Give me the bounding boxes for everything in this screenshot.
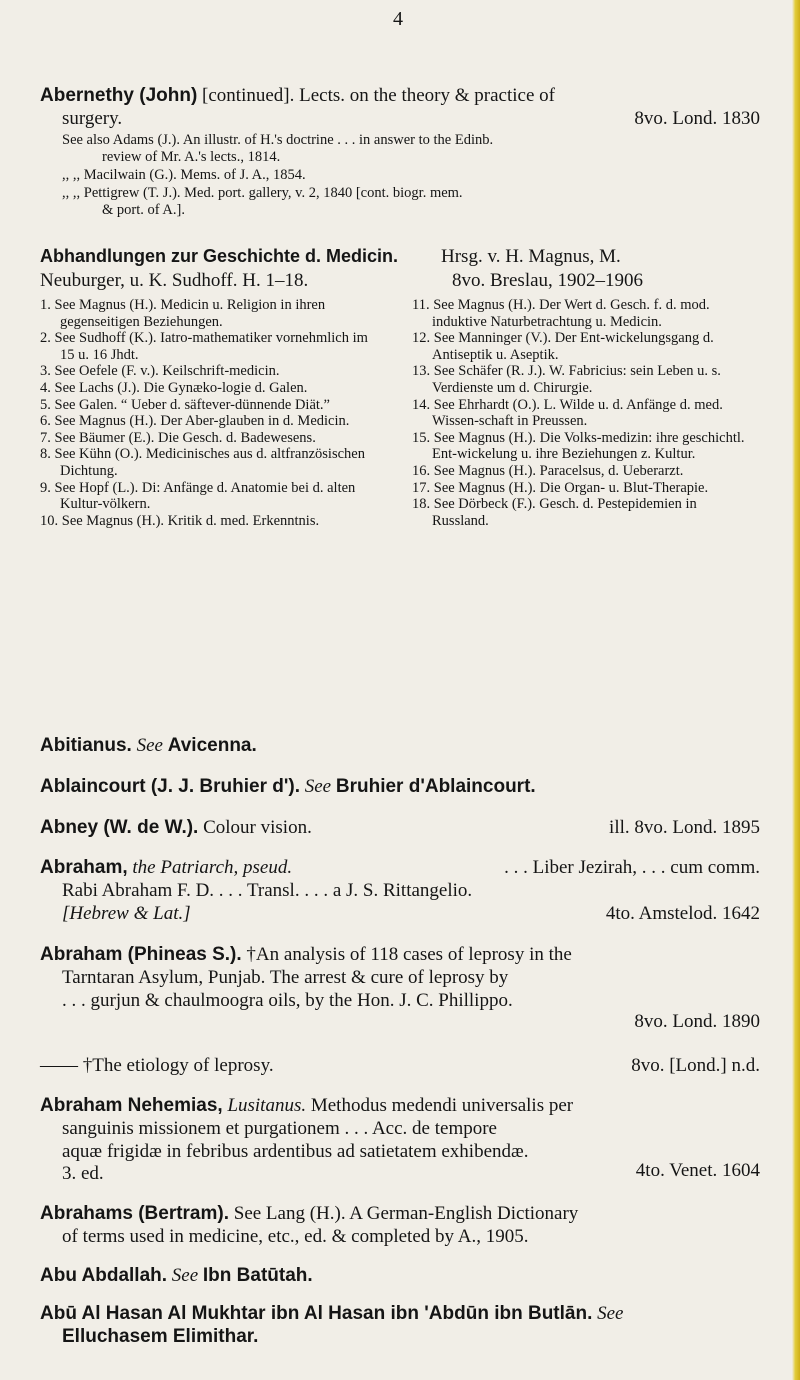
series-item: 5. See Galen. “ Ueber d. säftever-dünnende Diät.” xyxy=(40,396,330,413)
series-right-column xyxy=(412,297,757,529)
entry-heading: Abitianus. xyxy=(40,735,132,756)
entry-abernethy-line1 xyxy=(40,85,555,107)
entry-heading: Abraham Nehemias, xyxy=(40,1095,223,1116)
entry-abhandlungen-title: Abhandlungen zur Geschichte d. Medicin. xyxy=(40,246,399,266)
entry-heading: Abney (W. de W.). xyxy=(40,817,199,838)
entry-abernethy-line2: surgery. xyxy=(62,108,123,129)
cross-reference: Elluchasem Elimithar. xyxy=(62,1326,259,1347)
entry-abhandlungen-editors: Hrsg. v. H. Magnus, M. xyxy=(441,246,621,267)
entry-line: Tarntaran Asylum, Punjab. The arrest & cure of leprosy by xyxy=(62,967,509,988)
entry-heading: Abraham, xyxy=(40,857,128,878)
entry-note: [Hebrew & Lat.] xyxy=(62,903,191,924)
entry-line: Rabi Abraham F. D. . . . Transl. . . . a J. S. Rittangelio. xyxy=(62,880,473,901)
series-item: 14. See Ehrhardt (O.). L. Wilde u. d. Anfänge d. med. Wissen-schaft in Preussen. xyxy=(412,396,723,430)
series-item: 3. See Oefele (F. v.). Keilschrift-medicin. xyxy=(40,363,280,380)
entry-line: . . . Liber Jezirah, . . . cum comm. xyxy=(504,857,760,878)
cross-reference: Ibn Batūtah. xyxy=(202,1265,313,1286)
series-left-column xyxy=(40,297,380,529)
series-item: 1. See Magnus (H.). Medicin u. Religion in ihren gegenseitigen Beziehungen. xyxy=(40,297,326,330)
entry-abitianus: Abitianus. See Avicenna. xyxy=(40,735,257,756)
cross-reference: Bruhier d'Ablaincourt. xyxy=(335,776,536,797)
series-item: 6. See Magnus (H.). Der Aber-glauben in d. Medicin. xyxy=(40,413,350,430)
entry-abhandlungen-series: Neuburger, u. K. Sudhoff. H. 1–18. xyxy=(40,270,309,291)
entry-abhandlungen-pub: 8vo. Breslau, 1902–1906 xyxy=(452,270,644,291)
series-item: 2. See Sudhoff (K.). Iatro-mathematiker vornehmlich im 15 u. 16 Jhdt. xyxy=(40,330,368,363)
entry-pub: 4to. Amstelod. 1642 xyxy=(605,903,760,924)
entry-pub: 4to. Venet. 1604 xyxy=(635,1160,760,1181)
entry-pub: 8vo. [Lond.] n.d. xyxy=(631,1055,760,1076)
series-item: 4. See Lachs (J.). Die Gynæko-logie d. Galen. xyxy=(40,379,308,396)
entry-abraham-phineas: Abraham (Phineas S.). †An analysis of 118 cases of leprosy in the xyxy=(40,944,572,965)
entry-abney: Abney (W. de W.). Colour vision. xyxy=(40,817,312,838)
series-item: 10. See Magnus (H.). Kritik d. med. Erkenntnis. xyxy=(40,512,320,529)
entry-heading: Abernethy (John) xyxy=(40,85,198,106)
series-item: 16. See Magnus (H.). Paracelsus, d. Ueberarzt. xyxy=(412,462,684,479)
entry-line: —— †The etiology of leprosy. xyxy=(40,1055,274,1076)
see-also-line: ,, ,, Pettigrew (T. J.). Med. port. gallery, v. 2, 1840 [cont. biogr. mem. xyxy=(62,185,463,201)
entry-abraham-patriarch: Abraham, the Patriarch, pseud. xyxy=(40,857,293,878)
entry-ablaincourt: Ablaincourt (J. J. Bruhier d'). See Bruhier d'Ablaincourt. xyxy=(40,776,536,797)
entry-abu-al-hasan: Abū Al Hasan Al Mukhtar ibn Al Hasan ibn 'Abdūn ibn Butlān. See xyxy=(40,1303,624,1324)
series-item: 11. See Magnus (H.). Der Wert d. Gesch. f. d. mod. induktive Naturbetrachtung u. Medicin. xyxy=(412,297,710,330)
series-item: 13. See Schäfer (R. J.). W. Fabricius: sein Leben u. s. Verdienste um d. Chirurgie. xyxy=(412,363,721,396)
entry-abney-pub: ill. 8vo. Lond. 1895 xyxy=(609,817,760,838)
series-item: 18. See Dörbeck (F.). Gesch. d. Pestepidemien in Russland. xyxy=(412,496,697,529)
entry-heading: Abu Abdallah. xyxy=(40,1265,168,1286)
see-also-line: review of Mr. A.'s lects., 1814. xyxy=(102,149,281,165)
page-number: 4 xyxy=(393,8,403,30)
entry-edition: 3. ed. xyxy=(62,1163,104,1184)
entry-abu-abdallah: Abu Abdallah. See Ibn Batūtah. xyxy=(40,1265,313,1286)
entry-abraham-nehemias: Abraham Nehemias, Lusitanus. Methodus medendi universalis per xyxy=(40,1095,574,1116)
entry-line: aquæ frigidæ in febribus ardentibus ad satietatem exhibendæ. xyxy=(62,1141,529,1162)
see-also-line: & port. of A.]. xyxy=(102,202,185,218)
see-also-line: ,, ,, Macilwain (G.). Mems. of J. A., 1854. xyxy=(62,167,306,183)
entry-text: [continued]. Lects. on the theory & practice of xyxy=(202,85,555,106)
series-item: 9. See Hopf (L.). Di: Anfänge d. Anatomie bei d. alten Kultur-völkern. xyxy=(40,479,356,513)
entry-line: . . . gurjun & chaulmoogra oils, by the Hon. J. C. Phillippo. xyxy=(62,990,513,1011)
series-item: 17. See Magnus (H.). Die Organ- u. Blut-Therapie. xyxy=(412,479,709,496)
series-item: 12. See Manninger (V.). Der Ent-wickelungsgang d. Antiseptik u. Aseptik. xyxy=(412,330,714,363)
series-item: 15. See Magnus (H.). Die Volks-medizin: ihre geschichtl. Ent-wickelung u. ihre Beziehungen z. Kultur. xyxy=(412,429,745,463)
entry-line: sanguinis missionem et purgationem . . . Acc. de tempore xyxy=(62,1118,497,1139)
entry-heading: Ablaincourt (J. J. Bruhier d'). xyxy=(40,776,300,797)
entry-abrahams: Abrahams (Bertram). See Lang (H.). A German-English Dictionary xyxy=(40,1203,579,1224)
entry-heading: Abrahams (Bertram). xyxy=(40,1203,229,1224)
entry-heading: Abū Al Hasan Al Mukhtar ibn Al Hasan ibn 'Abdūn ibn Butlān. xyxy=(40,1303,593,1324)
series-item: 8. See Kühn (O.). Medicinisches aus d. altfranzösischen Dichtung. xyxy=(40,446,365,479)
entry-heading: Abraham (Phineas S.). xyxy=(40,944,242,965)
entry-pub: 8vo. Lond. 1890 xyxy=(634,1011,760,1032)
page-edge xyxy=(792,0,800,1380)
cross-reference: Avicenna. xyxy=(167,735,257,756)
see-also-line: See also Adams (J.). An illustr. of H.'s doctrine . . . in answer to the Edinb. xyxy=(62,132,494,148)
series-item: 7. See Bäumer (E.). Die Gesch. d. Badewesens. xyxy=(40,429,316,446)
entry-abernethy-pub: 8vo. Lond. 1830 xyxy=(634,108,760,129)
entry-line: of terms used in medicine, etc., ed. & completed by A., 1905. xyxy=(62,1226,529,1247)
